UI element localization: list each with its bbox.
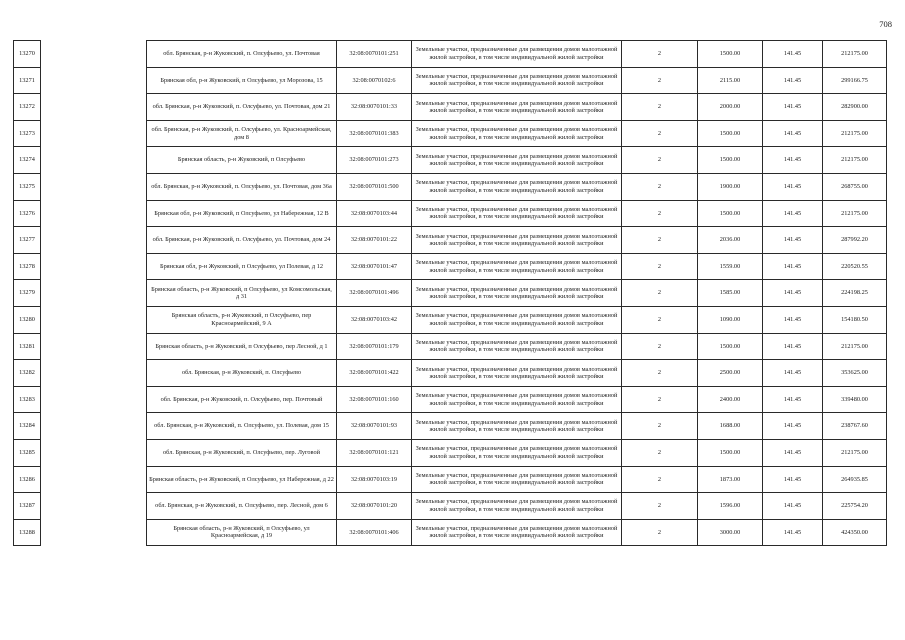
cadastral-number-cell: 32:08:0070101:273 bbox=[337, 147, 412, 174]
cadastral-value-cell: 299166.75 bbox=[823, 67, 887, 94]
cadastral-number-cell: 32:08:0070101:251 bbox=[337, 41, 412, 68]
area-cell: 1596.00 bbox=[698, 493, 763, 520]
address-cell: обл. Брянская, р-н Жуковский, п. Олсуфьево, ул. Почтовая, дом 24 bbox=[147, 227, 337, 254]
category-cell: 2 bbox=[622, 306, 698, 333]
cadastral-value-cell: 268755.00 bbox=[823, 173, 887, 200]
cadastral-value-cell: 339480.00 bbox=[823, 386, 887, 413]
gap-cell bbox=[41, 466, 147, 493]
address-cell: Брянская область, р-н Жуковский, п Олсуфьево, ул Набережная, д 22 bbox=[147, 466, 337, 493]
gap-cell bbox=[41, 173, 147, 200]
rate-cell: 141.45 bbox=[763, 173, 823, 200]
cadastral-number-cell: 32:08:0070101:93 bbox=[337, 413, 412, 440]
purpose-cell: Земельные участки, предназначенные для размещения домов малоэтажной жилой застройки, в том числе индивидуальной жилой застройки bbox=[412, 173, 622, 200]
rate-cell: 141.45 bbox=[763, 466, 823, 493]
cadastral-number-cell: 32:08:0070101:500 bbox=[337, 173, 412, 200]
category-cell: 2 bbox=[622, 386, 698, 413]
cadastral-value-cell: 220520.55 bbox=[823, 253, 887, 280]
record-id-cell: 13280 bbox=[14, 306, 41, 333]
address-cell: обл. Брянская, р-н Жуковский, п. Олсуфьево, пер. Луговой bbox=[147, 439, 337, 466]
cadastral-value-cell: 212175.00 bbox=[823, 200, 887, 227]
rate-cell: 141.45 bbox=[763, 200, 823, 227]
area-cell: 1500.00 bbox=[698, 200, 763, 227]
gap-cell bbox=[41, 333, 147, 360]
category-cell: 2 bbox=[622, 493, 698, 520]
area-cell: 3000.00 bbox=[698, 519, 763, 546]
table-row bbox=[14, 333, 887, 360]
cadastral-number-cell: 32:08:0070101:179 bbox=[337, 333, 412, 360]
table-row bbox=[14, 41, 887, 68]
address-cell: Брянская область, р-н Жуковский, п Олсуфьево, ул Красноармейская, д 19 bbox=[147, 519, 337, 546]
cadastral-value-cell: 224198.25 bbox=[823, 280, 887, 307]
cadastral-number-cell: 32:08:0070101:22 bbox=[337, 227, 412, 254]
cadastral-value-cell: 264935.85 bbox=[823, 466, 887, 493]
record-id-cell: 13271 bbox=[14, 67, 41, 94]
purpose-cell: Земельные участки, предназначенные для размещения домов малоэтажной жилой застройки, в том числе индивидуальной жилой застройки bbox=[412, 41, 622, 68]
cadastral-number-cell: 32:08:0070101:47 bbox=[337, 253, 412, 280]
rate-cell: 141.45 bbox=[763, 360, 823, 387]
area-cell: 1090.00 bbox=[698, 306, 763, 333]
rate-cell: 141.45 bbox=[763, 493, 823, 520]
record-id-cell: 13272 bbox=[14, 94, 41, 121]
category-cell: 2 bbox=[622, 120, 698, 147]
address-cell: обл. Брянская, р-н Жуковский, п. Олсуфьево, пер. Почтовый bbox=[147, 386, 337, 413]
cadastral-number-cell: 32:08:0070101:406 bbox=[337, 519, 412, 546]
address-cell: обл. Брянская, р-н Жуковский, п. Олсуфьево, ул. Почтовая, дом 21 bbox=[147, 94, 337, 121]
cadastral-number-cell: 32:08:0070101:33 bbox=[337, 94, 412, 121]
purpose-cell: Земельные участки, предназначенные для размещения домов малоэтажной жилой застройки, в том числе индивидуальной жилой застройки bbox=[412, 519, 622, 546]
cadastral-value-cell: 212175.00 bbox=[823, 147, 887, 174]
rate-cell: 141.45 bbox=[763, 333, 823, 360]
category-cell: 2 bbox=[622, 466, 698, 493]
category-cell: 2 bbox=[622, 280, 698, 307]
purpose-cell: Земельные участки, предназначенные для размещения домов малоэтажной жилой застройки, в том числе индивидуальной жилой застройки bbox=[412, 493, 622, 520]
cadastral-number-cell: 32:08:0070103:44 bbox=[337, 200, 412, 227]
category-cell: 2 bbox=[622, 41, 698, 68]
cadastral-value-cell: 212175.00 bbox=[823, 120, 887, 147]
table-row bbox=[14, 493, 887, 520]
purpose-cell: Земельные участки, предназначенные для размещения домов малоэтажной жилой застройки, в том числе индивидуальной жилой застройки bbox=[412, 439, 622, 466]
purpose-cell: Земельные участки, предназначенные для размещения домов малоэтажной жилой застройки, в том числе индивидуальной жилой застройки bbox=[412, 67, 622, 94]
cadastral-number-cell: 32:08:0070103:42 bbox=[337, 306, 412, 333]
record-id-cell: 13288 bbox=[14, 519, 41, 546]
gap-cell bbox=[41, 120, 147, 147]
rate-cell: 141.45 bbox=[763, 94, 823, 121]
cadastral-number-cell: 32:08:0070103:19 bbox=[337, 466, 412, 493]
cadastral-value-cell: 287992.20 bbox=[823, 227, 887, 254]
record-id-cell: 13277 bbox=[14, 227, 41, 254]
area-cell: 2000.00 bbox=[698, 94, 763, 121]
table-row bbox=[14, 306, 887, 333]
rate-cell: 141.45 bbox=[763, 306, 823, 333]
category-cell: 2 bbox=[622, 173, 698, 200]
gap-cell bbox=[41, 493, 147, 520]
purpose-cell: Земельные участки, предназначенные для размещения домов малоэтажной жилой застройки, в том числе индивидуальной жилой застройки bbox=[412, 413, 622, 440]
table-row bbox=[14, 253, 887, 280]
rate-cell: 141.45 bbox=[763, 120, 823, 147]
address-cell: Брянская область, р-н Жуковский, п Олсуфьево bbox=[147, 147, 337, 174]
gap-cell bbox=[41, 147, 147, 174]
record-id-cell: 13274 bbox=[14, 147, 41, 174]
purpose-cell: Земельные участки, предназначенные для размещения домов малоэтажной жилой застройки, в том числе индивидуальной жилой застройки bbox=[412, 94, 622, 121]
gap-cell bbox=[41, 386, 147, 413]
category-cell: 2 bbox=[622, 413, 698, 440]
record-id-cell: 13281 bbox=[14, 333, 41, 360]
category-cell: 2 bbox=[622, 439, 698, 466]
table-row bbox=[14, 173, 887, 200]
record-id-cell: 13279 bbox=[14, 280, 41, 307]
gap-cell bbox=[41, 227, 147, 254]
rate-cell: 141.45 bbox=[763, 439, 823, 466]
record-id-cell: 13285 bbox=[14, 439, 41, 466]
cadastral-value-cell: 154180.50 bbox=[823, 306, 887, 333]
area-cell: 1500.00 bbox=[698, 439, 763, 466]
category-cell: 2 bbox=[622, 94, 698, 121]
purpose-cell: Земельные участки, предназначенные для размещения домов малоэтажной жилой застройки, в том числе индивидуальной жилой застройки bbox=[412, 227, 622, 254]
table-row bbox=[14, 439, 887, 466]
cadastral-value-cell: 212175.00 bbox=[823, 41, 887, 68]
gap-cell bbox=[41, 200, 147, 227]
gap-cell bbox=[41, 253, 147, 280]
category-cell: 2 bbox=[622, 253, 698, 280]
address-cell: обл. Брянская, р-н Жуковский, п. Олсуфьево, пер. Лесной, дом 6 bbox=[147, 493, 337, 520]
cadastral-value-cell: 424350.00 bbox=[823, 519, 887, 546]
address-cell: Брянская область, р-н Жуковский, п Олсуфьево, ул Комсомольская, д 31 bbox=[147, 280, 337, 307]
cadastral-value-cell: 212175.00 bbox=[823, 333, 887, 360]
record-id-cell: 13278 bbox=[14, 253, 41, 280]
area-cell: 1559.00 bbox=[698, 253, 763, 280]
gap-cell bbox=[41, 94, 147, 121]
rate-cell: 141.45 bbox=[763, 280, 823, 307]
purpose-cell: Земельные участки, предназначенные для размещения домов малоэтажной жилой застройки, в том числе индивидуальной жилой застройки bbox=[412, 280, 622, 307]
table-row bbox=[14, 466, 887, 493]
area-cell: 1873.00 bbox=[698, 466, 763, 493]
table-row bbox=[14, 120, 887, 147]
purpose-cell: Земельные участки, предназначенные для размещения домов малоэтажной жилой застройки, в том числе индивидуальной жилой застройки bbox=[412, 466, 622, 493]
cadastral-number-cell: 32:08:0070101:422 bbox=[337, 360, 412, 387]
cadastral-number-cell: 32:08:0070101:20 bbox=[337, 493, 412, 520]
purpose-cell: Земельные участки, предназначенные для размещения домов малоэтажной жилой застройки, в том числе индивидуальной жилой застройки bbox=[412, 253, 622, 280]
gap-cell bbox=[41, 280, 147, 307]
record-id-cell: 13283 bbox=[14, 386, 41, 413]
rate-cell: 141.45 bbox=[763, 413, 823, 440]
gap-cell bbox=[41, 519, 147, 546]
gap-cell bbox=[41, 41, 147, 68]
cadastral-number-cell: 32:08:0070101:383 bbox=[337, 120, 412, 147]
table-row bbox=[14, 360, 887, 387]
table-row bbox=[14, 519, 887, 546]
area-cell: 1500.00 bbox=[698, 147, 763, 174]
area-cell: 1500.00 bbox=[698, 41, 763, 68]
area-cell: 1585.00 bbox=[698, 280, 763, 307]
rate-cell: 141.45 bbox=[763, 147, 823, 174]
purpose-cell: Земельные участки, предназначенные для размещения домов малоэтажной жилой застройки, в том числе индивидуальной жилой застройки bbox=[412, 200, 622, 227]
address-cell: обл. Брянская, р-н Жуковский, п. Олсуфьево, ул. Полевая, дом 15 bbox=[147, 413, 337, 440]
rate-cell: 141.45 bbox=[763, 253, 823, 280]
cadastral-number-cell: 32:08:0070101:496 bbox=[337, 280, 412, 307]
rate-cell: 141.45 bbox=[763, 67, 823, 94]
record-id-cell: 13273 bbox=[14, 120, 41, 147]
area-cell: 2500.00 bbox=[698, 360, 763, 387]
cadastral-value-cell: 212175.00 bbox=[823, 439, 887, 466]
category-cell: 2 bbox=[622, 333, 698, 360]
land-registry-table bbox=[13, 40, 887, 546]
record-id-cell: 13287 bbox=[14, 493, 41, 520]
purpose-cell: Земельные участки, предназначенные для размещения домов малоэтажной жилой застройки, в том числе индивидуальной жилой застройки bbox=[412, 386, 622, 413]
address-cell: обл. Брянская, р-н Жуковский, п. Олсуфьево, ул. Почтовая, дом 36а bbox=[147, 173, 337, 200]
gap-cell bbox=[41, 67, 147, 94]
rate-cell: 141.45 bbox=[763, 386, 823, 413]
address-cell: Брянская область, р-н Жуковский, п Олсуфьево, пер Красноармейский, 9 А bbox=[147, 306, 337, 333]
record-id-cell: 13270 bbox=[14, 41, 41, 68]
address-cell: Брянская обл, р-н Жуковский, п Олсуфьево, ул Полевая, д 12 bbox=[147, 253, 337, 280]
address-cell: Брянская обл, р-н Жуковский, п Олсуфьево, ул Морозова, 15 bbox=[147, 67, 337, 94]
rate-cell: 141.45 bbox=[763, 41, 823, 68]
address-cell: Брянская область, р-н Жуковский, п Олсуфьево, пер Лесной, д 1 bbox=[147, 333, 337, 360]
area-cell: 1500.00 bbox=[698, 120, 763, 147]
category-cell: 2 bbox=[622, 227, 698, 254]
cadastral-number-cell: 32:08:0070101:160 bbox=[337, 386, 412, 413]
address-cell: обл. Брянская, р-н Жуковский, п. Олсуфьево, ул. Красноармейская, дом 8 bbox=[147, 120, 337, 147]
category-cell: 2 bbox=[622, 519, 698, 546]
table-row bbox=[14, 200, 887, 227]
cadastral-number-cell: 32:08:0070102:6 bbox=[337, 67, 412, 94]
record-id-cell: 13276 bbox=[14, 200, 41, 227]
purpose-cell: Земельные участки, предназначенные для размещения домов малоэтажной жилой застройки, в том числе индивидуальной жилой застройки bbox=[412, 120, 622, 147]
page-number: 708 bbox=[879, 19, 892, 29]
area-cell: 1900.00 bbox=[698, 173, 763, 200]
table-row bbox=[14, 280, 887, 307]
gap-cell bbox=[41, 439, 147, 466]
gap-cell bbox=[41, 306, 147, 333]
area-cell: 2036.00 bbox=[698, 227, 763, 254]
area-cell: 2400.00 bbox=[698, 386, 763, 413]
area-cell: 1688.00 bbox=[698, 413, 763, 440]
category-cell: 2 bbox=[622, 200, 698, 227]
table-row bbox=[14, 94, 887, 121]
table-row bbox=[14, 386, 887, 413]
category-cell: 2 bbox=[622, 360, 698, 387]
cadastral-value-cell: 282900.00 bbox=[823, 94, 887, 121]
cadastral-number-cell: 32:08:0070101:121 bbox=[337, 439, 412, 466]
address-cell: Брянская обл, р-н Жуковский, п Олсуфьево, ул Набережная, 12 В bbox=[147, 200, 337, 227]
category-cell: 2 bbox=[622, 147, 698, 174]
category-cell: 2 bbox=[622, 67, 698, 94]
record-id-cell: 13286 bbox=[14, 466, 41, 493]
address-cell: обл. Брянская, р-н Жуковский, п. Олсуфьево, ул. Почтовая bbox=[147, 41, 337, 68]
address-cell: обл. Брянская, р-н Жуковский, п. Олсуфьево bbox=[147, 360, 337, 387]
record-id-cell: 13282 bbox=[14, 360, 41, 387]
area-cell: 2115.00 bbox=[698, 67, 763, 94]
purpose-cell: Земельные участки, предназначенные для размещения домов малоэтажной жилой застройки, в том числе индивидуальной жилой застройки bbox=[412, 306, 622, 333]
table-row bbox=[14, 147, 887, 174]
area-cell: 1500.00 bbox=[698, 333, 763, 360]
purpose-cell: Земельные участки, предназначенные для размещения домов малоэтажной жилой застройки, в том числе индивидуальной жилой застройки bbox=[412, 333, 622, 360]
gap-cell bbox=[41, 413, 147, 440]
purpose-cell: Земельные участки, предназначенные для размещения домов малоэтажной жилой застройки, в том числе индивидуальной жилой застройки bbox=[412, 147, 622, 174]
cadastral-value-cell: 353625.00 bbox=[823, 360, 887, 387]
table-body bbox=[14, 41, 887, 546]
record-id-cell: 13284 bbox=[14, 413, 41, 440]
purpose-cell: Земельные участки, предназначенные для размещения домов малоэтажной жилой застройки, в том числе индивидуальной жилой застройки bbox=[412, 360, 622, 387]
cadastral-value-cell: 238767.60 bbox=[823, 413, 887, 440]
table-row bbox=[14, 67, 887, 94]
gap-cell bbox=[41, 360, 147, 387]
rate-cell: 141.45 bbox=[763, 519, 823, 546]
table-row bbox=[14, 227, 887, 254]
record-id-cell: 13275 bbox=[14, 173, 41, 200]
cadastral-value-cell: 225754.20 bbox=[823, 493, 887, 520]
table-row bbox=[14, 413, 887, 440]
rate-cell: 141.45 bbox=[763, 227, 823, 254]
